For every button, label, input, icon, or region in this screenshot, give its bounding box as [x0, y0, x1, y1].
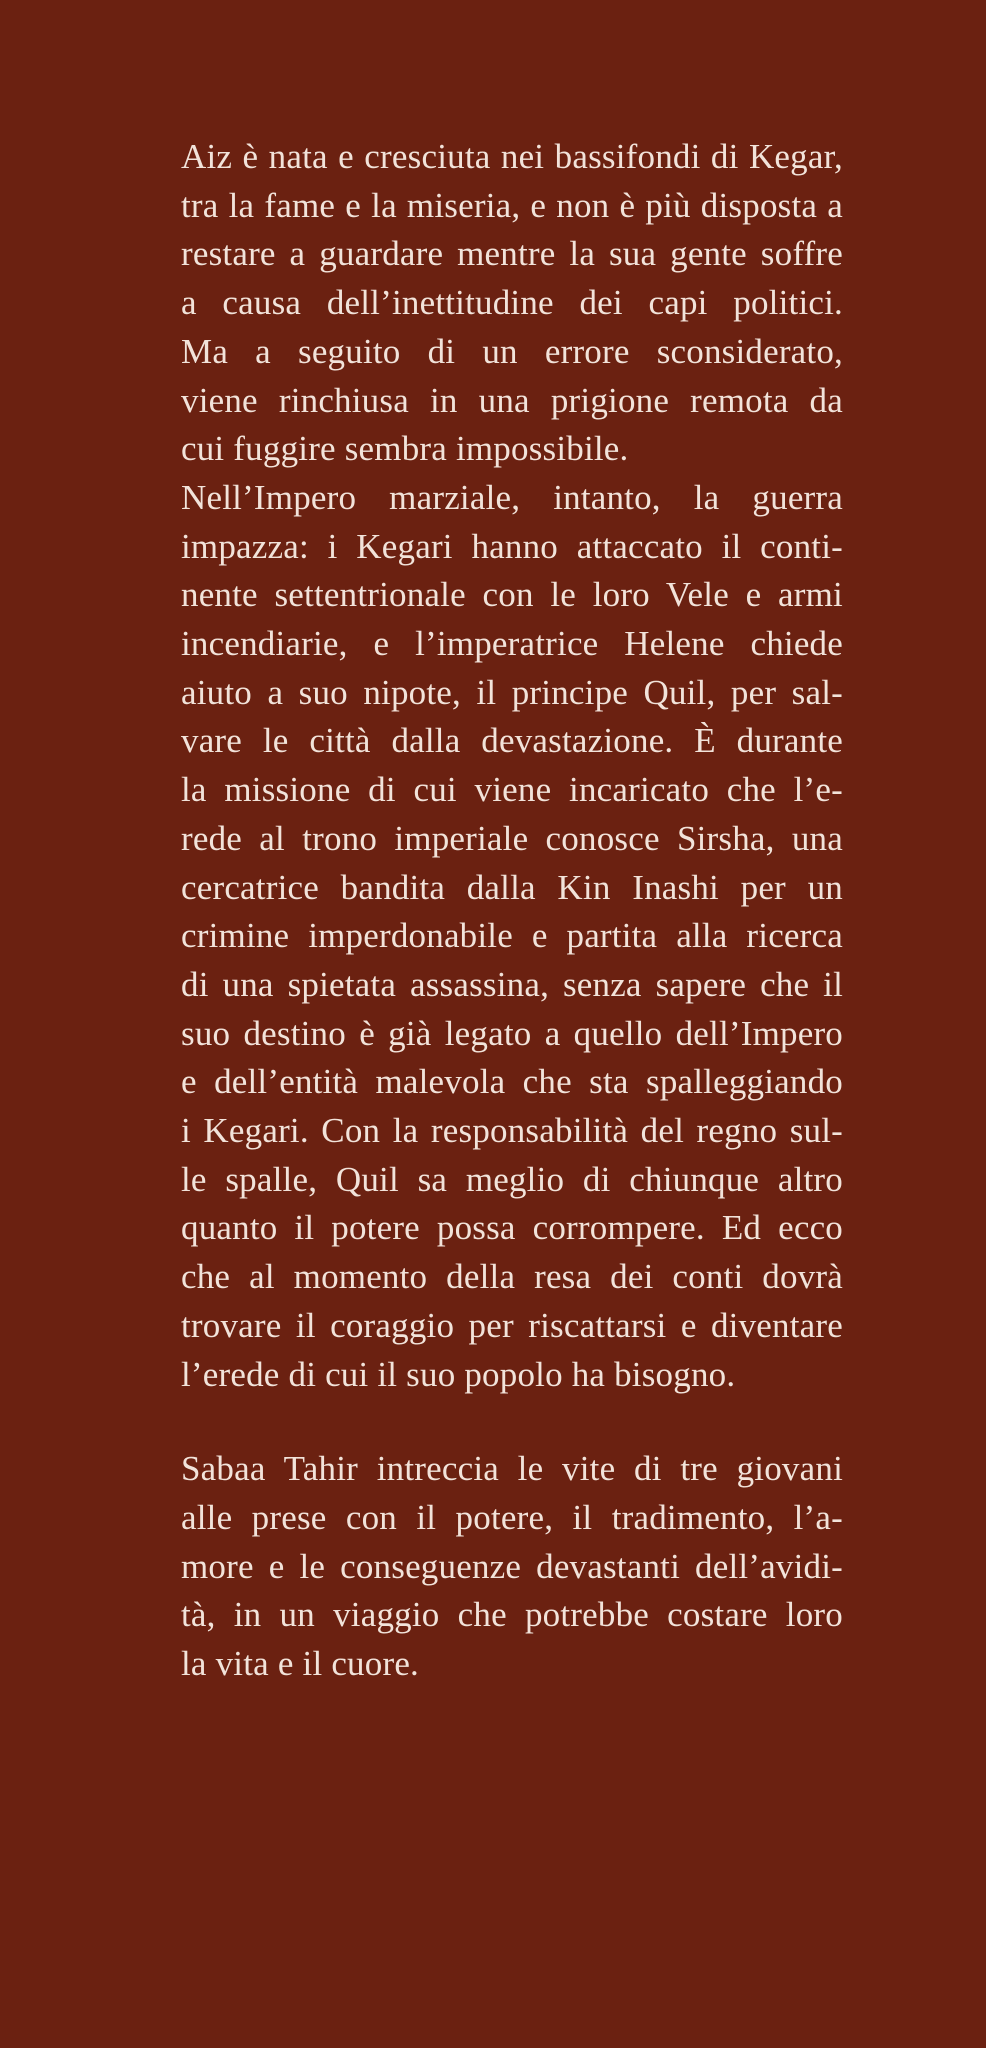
text-line: tra la fame e la miseria, e non è più disposta a — [181, 185, 843, 225]
text-line: quanto il potere possa corrompere. Ed ecco — [181, 1208, 843, 1248]
text-line: aiuto a suo nipote, il principe Quil, per sal- — [181, 672, 843, 712]
text-line: more e le conseguenze devastanti dell’avidi- — [181, 1546, 843, 1586]
author-note-section — [181, 1445, 843, 1689]
blurb-text-block — [181, 133, 843, 1689]
text-line: trovare il coraggio per riscattarsi e diventare — [181, 1305, 843, 1345]
text-line: l’erede di cui il suo popolo ha bisogno. — [181, 1354, 736, 1394]
text-line: vare le città dalla devastazione. È durante — [181, 721, 843, 761]
text-line: la missione di cui viene incaricato che l’e- — [181, 770, 843, 810]
text-line: alle prese con il potere, il tradimento, l’a- — [181, 1497, 843, 1537]
text-line: a causa dell’inettitudine dei capi politici. — [181, 283, 843, 323]
text-line: viene rinchiusa in una prigione remota da — [181, 380, 843, 420]
text-line: rede al trono imperiale conosce Sirsha, una — [181, 818, 843, 858]
synopsis-paragraph-2 — [181, 474, 843, 1399]
text-line: crimine imperdonabile e partita alla ricerca — [181, 916, 843, 956]
text-line: impazza: i Kegari hanno attaccato il conti- — [181, 526, 843, 566]
text-line: le spalle, Quil sa meglio di chiunque altro — [181, 1159, 843, 1199]
text-line: Ma a seguito di un errore sconsiderato, — [181, 331, 843, 371]
text-line: tà, in un viaggio che potrebbe costare loro — [181, 1595, 843, 1635]
text-line: la vita e il cuore. — [181, 1644, 419, 1684]
text-line: Nell’Impero marziale, intanto, la guerra — [181, 477, 843, 517]
text-line: i Kegari. Con la responsabilità del regno sul- — [181, 1111, 843, 1151]
text-line: di una spietata assassina, senza sapere che il — [181, 964, 843, 1004]
text-line: nente settentrionale con le loro Vele e armi — [181, 575, 843, 615]
text-line: cui fuggire sembra impossibile. — [181, 429, 629, 469]
text-line: e dell’entità malevola che sta spalleggiando — [181, 1062, 843, 1102]
synopsis-section — [181, 133, 843, 1399]
text-line: incendiarie, e l’imperatrice Helene chiede — [181, 624, 843, 664]
text-line: restare a guardare mentre la sua gente soffre — [181, 234, 843, 274]
text-line: suo destino è già legato a quello dell’Impero — [181, 1013, 843, 1053]
author-note-paragraph-1 — [181, 1445, 843, 1689]
text-line: Aiz è nata e cresciuta nei bassifondi di Kegar, — [181, 137, 843, 176]
text-line: che al momento della resa dei conti dovrà — [181, 1257, 843, 1297]
text-line: Sabaa Tahir intreccia le vite di tre giovani — [181, 1449, 843, 1489]
synopsis-paragraph-1 — [181, 133, 843, 474]
text-line: cercatrice bandita dalla Kin Inashi per un — [181, 867, 843, 907]
